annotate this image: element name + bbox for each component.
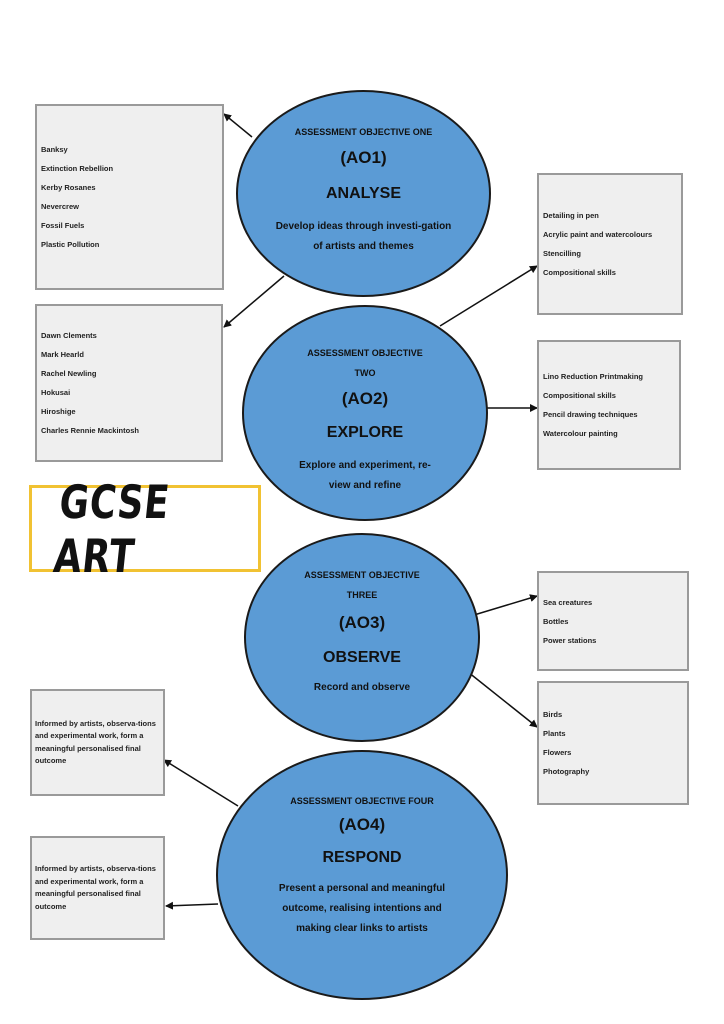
list-item: Plastic Pollution [41,240,100,249]
ao3-subjects-list-a [539,593,687,650]
ao1-themes-box [35,104,224,290]
ao4-outcome-text-a: Informed by artists, observa-tions and experimental work, form a meaningful personalised final outcome [35,718,156,765]
ao3-label: ASSESSMENT OBJECTIVE THREE [304,570,420,600]
list-item: Watercolour painting [543,429,618,438]
ao2-skills-box-b [537,340,681,470]
gcse-art-title-text: GCSE ART [51,474,173,583]
ao3-verb: OBSERVE [323,649,401,666]
ao3-subjects-box-b [537,681,689,805]
list-item: Compositional skills [543,268,616,277]
list-item: Fossil Fuels [41,221,85,230]
ao3-code: (AO3) [338,613,386,632]
ao4-outcome-text-b: Informed by artists, observa-tions and experimental work, form a meaningful personalised final outcome [35,864,156,911]
list-item: Bottles [543,616,569,626]
ao1-artists-list [37,326,221,440]
arrow-ao4-to-outcome-b [166,904,218,906]
arrow-ao3-to-subjects-b [468,672,537,727]
list-item: Mark Hearld [41,350,84,359]
list-item: Plants [543,729,566,738]
ao3-subjects-list-b [539,705,687,781]
arrow-ao3-to-subjects-a [474,596,537,615]
ao3-description: Record and observe [313,682,411,693]
ao2-code: (AO2) [341,389,389,408]
list-item: Charles Rennie Mackintosh [41,426,139,435]
ao4-outcome-box-a [30,689,165,796]
ao2-skills-list-a [539,206,681,282]
ao4-ellipse [216,750,508,1000]
ao1-code: (AO1) [340,148,387,167]
ao2-ellipse [242,305,488,521]
list-item: Rachel Newling [41,369,97,378]
list-item: Photography [543,767,590,776]
list-item: Pencil drawing techniques [543,410,638,419]
arrow-ao2-to-skills-a [440,266,537,326]
list-item: Flowers [543,748,572,757]
ao4-code: (AO4) [338,815,386,834]
ao3-subjects-box-a [537,571,689,671]
list-item: Banksy [41,145,68,154]
ao4-outcome-box-b [30,836,165,940]
ao1-artists-box [35,304,223,462]
list-item: Acrylic paint and watercolours [543,230,653,239]
list-item: Power stations [543,635,597,645]
ao1-verb: ANALYSE [326,185,401,202]
list-item: Sea creatures [543,597,593,607]
gcse-art-title [29,474,261,583]
list-item: Nevercrew [41,202,79,211]
list-item: Kerby Rosanes [41,183,96,192]
list-item: Stencilling [543,249,581,258]
ao4-label: ASSESSMENT OBJECTIVE FOUR [290,796,434,806]
list-item: Compositional skills [543,391,616,400]
list-item: Hiroshige [41,407,76,416]
ao2-description: Explore and experiment, re-view and refine [299,460,431,491]
ao1-label: ASSESSMENT OBJECTIVE ONE [294,127,433,137]
ao1-ellipse [236,90,491,297]
ao2-label: ASSESSMENT OBJECTIVE TWO [307,348,423,378]
list-item: Dawn Clements [41,331,97,340]
ao2-skills-box-a [537,173,683,315]
ao1-description: Develop ideas through investi-gation of artists and themes [275,221,452,252]
ao4-verb: RESPOND [322,849,402,866]
list-item: Lino Reduction Printmaking [543,372,644,381]
list-item: Birds [543,710,563,719]
arrow-ao1-to-artists [224,276,284,327]
ao3-ellipse [244,533,480,742]
list-item: Detailing in pen [543,211,599,220]
ao4-description: Present a personal and meaningful outcome, realising intentions and making clear links to artists [278,883,446,934]
ao2-skills-list-b [539,367,679,443]
ao2-verb: EXPLORE [326,424,404,441]
ao1-themes-list [37,140,222,254]
list-item: Hokusai [41,388,71,397]
list-item: Extinction Rebellion [41,164,114,173]
